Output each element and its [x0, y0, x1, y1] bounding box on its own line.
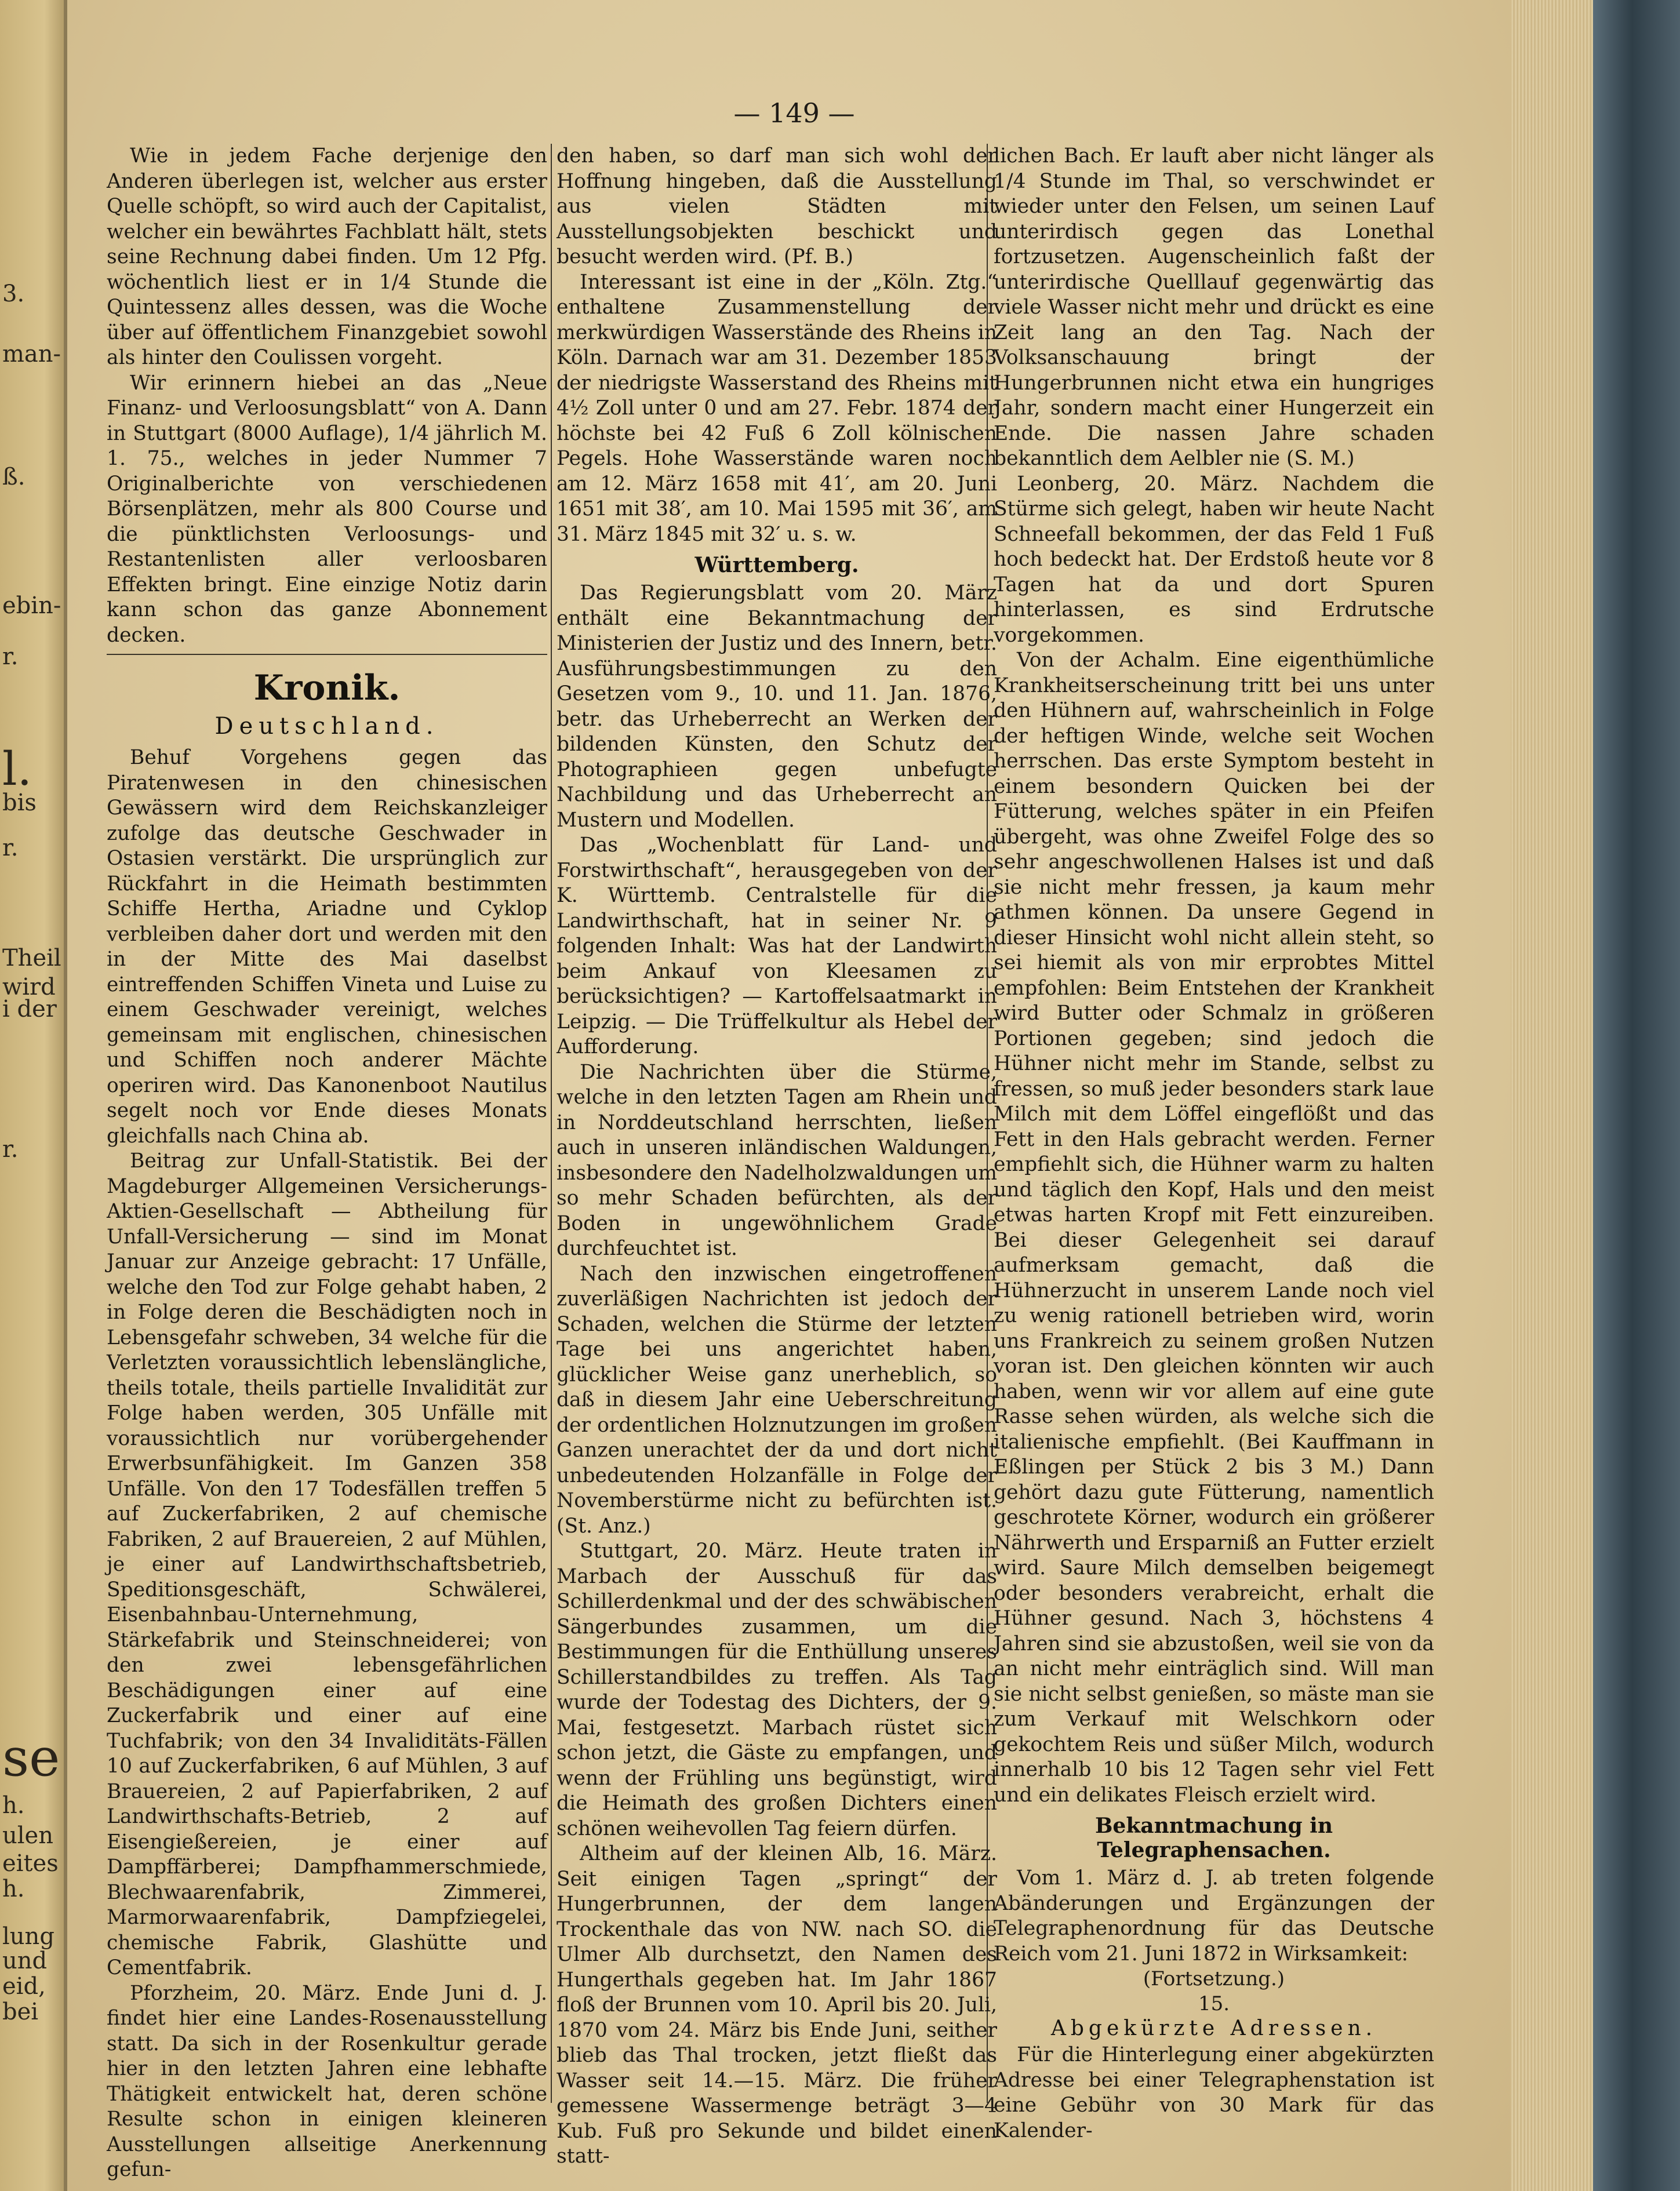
margin-fragment: h. — [2, 1792, 25, 1819]
article-paragraph: den haben, so darf man sich wohl der Hoffnung hingeben, daß die Ausstellung aus vielen Städten mit Ausstellungsobjekten beschickt und besucht werden wird. (Pf. B.) — [557, 144, 997, 268]
article-paragraph: Das Regierungsblatt vom 20. März enthält eine Bekanntmachung der Ministerien der Justiz und des Innern, betr. Ausführungsbestimmungen zu den Gesetzen vom 9., 10. und 11. Jan. 1876, betr. das Urheberrecht an Werken der bildenden Künsten, den Schutz der Photographieen gegen unbefugte Nachbildung und das Urheberrecht an Mustern und Modellen. — [557, 581, 997, 832]
margin-fragment: i der — [2, 996, 57, 1022]
margin-fragment: ulen — [2, 1822, 53, 1849]
margin-fragment: bis — [2, 789, 37, 816]
margin-fragment: h. — [2, 1876, 25, 1902]
column-2 — [557, 144, 997, 2170]
article-paragraph: Stuttgart, 20. März. Heute traten in Marbach der Ausschuß für das Schillerdenkmal und der des schwäbischen Sängerbundes zusammen, um die Bestimmungen für die Enthüllung unseres Schillerstandbildes zu treffen. Als Tag wurde der Todestag des Dichters, der 9. Mai, festgesetzt. Marbach rüstet sich schon jetzt, die Gäste zu empfangen, und wenn der Frühling uns begünstigt, wird die Heimath des großen Dichters einen schönen weihevollen Tag feiern dürfen. — [557, 1539, 997, 1840]
article-paragraph: Die Nachrichten über die Stürme, welche in den letzten Tagen am Rhein und in Norddeutschland herrschten, ließen auch in unseren inländischen Waldungen, insbesondere den Nadelholzwaldungen um so mehr Schaden befürchten, als der Boden in ungewöhnlichem Grade durchfeuchtet ist. — [557, 1060, 997, 1260]
margin-fragment: und — [2, 1948, 48, 1974]
section-heading-deutschland: Deutschland. — [214, 713, 439, 740]
article-paragraph: lichen Bach. Er lauft aber nicht länger als 1/4 Stunde im Thal, so verschwindet er wieder unter den Felsen, um seinen Lauf unterirdisch gegen das Lonethal fortzusetzen. Augenscheinlich faßt der unterirdische Quelllauf gegenwärtig das viele Wasser nicht mehr und drückt es eine Zeit lang an den Tag. Nach der Volksanschauung bringt der Hungerbrunnen nicht etwa ein hungriges Jahr, sondern macht einer Hungerzeit ein Ende. Die nassen Jahre schaden bekanntlich dem Aelbler nie (S. M.) — [994, 144, 1434, 470]
article-paragraph: Vom 1. März d. J. ab treten folgende Abänderungen und Ergänzungen der Telegraphenordnung für das Deutsche Reich vom 21. Juni 1872 in Wirksamkeit: — [994, 1866, 1434, 1966]
margin-fragment: r. — [2, 835, 19, 861]
advert-paragraph: Wir erinnern hiebei an das „Neue Finanz- und Verloosungsblatt“ von A. Dann in Stuttgart (8000 Auflage), 1/4 jährlich M. 1. 75., welches in jeder Nummer 7 Originalberichte von verschiedenen Börsenplätzen, mehr als 800 Course und die pünktlichsten Verloosungs- und Restantenlisten aller verloosbaren Effekten bringt. Eine einzige Notiz darin kann schon das ganze Abonnement decken. — [107, 371, 547, 647]
margin-fragment: eites — [2, 1850, 59, 1877]
margin-fragment: r. — [2, 1136, 19, 1163]
margin-fragment: l. — [2, 742, 32, 796]
margin-fragment: bei — [2, 1999, 39, 2025]
article-paragraph: Für die Hinterlegung einer abgekürzten Adresse bei einer Telegraphenstation ist eine Gebühr von 30 Mark für das Kalender- — [994, 2043, 1434, 2142]
section-heading-abgekuerzte: Abgekürzte Adressen. — [1050, 2017, 1377, 2040]
article-paragraph: Von der Achalm. Eine eigenthümliche Krankheitserscheinung tritt bei uns unter den Hühnern auf, wahrscheinlich in Folge der heftigen Winde, welche seit Wochen herrschen. Das erste Symptom besteht in einem besondern Quicken bei der Fütterung, welches später in ein Pfeifen übergeht, was ohne Zweifel Folge des so sehr angeschwollenen Halses ist und daß sie nicht mehr fressen, ja kaum mehr athmen können. Da unsere Gegend in dieser Hinsicht wohl nicht allein steht, so sei hiemit als von mir erprobtes Mittel empfohlen: Beim Entstehen der Krankheit wird Butter oder Schmalz in größeren Portionen gegeben; sind jedoch die Hühner nicht mehr im Stande, selbst zu fressen, so muß jeder besonders stark laue Milch mit dem Löffel eingeflößt und das Fett in den Hals gebracht werden. Ferner empfiehlt sich, die Hühner warm zu halten und täglich den Kopf, Hals und den meist etwas harten Kropf mit Fett einzureiben. Bei dieser Gelegenheit sei darauf aufmerksam gemacht, daß die Hühnerzucht in unserem Lande noch viel zu wenig rationell betrieben wird, worin uns Frankreich zu seinem großen Nutzen voran ist. Den gleichen könnten wir auch haben, wenn wir vor allem auf eine gute Rasse sehen würden, als welche sich die italienische empfiehlt. (Bei Kauffmann in Eßlingen per Stück 2 bis 3 M.) Dann gehört dazu gute Fütterung, namentlich geschrotete Körner, wodurch ein größerer Nährwerth und Ersparniß an Futter erzielt wird. Saure Milch demselben beigemegt oder besonders verabreicht, erhalt die Hühner gesund. Nach 3, höchstens 4 Jahren sind sie abzustoßen, weil sie von da an nicht mehr einträglich sind. Will man sie nicht selbst genießen, so mäste man sie zum Verkauf mit Welschkorn oder gekochtem Reis und süßer Milch, wodurch innerhalb 10 bis 12 Tagen sehr viel Fett und ein delikates Fleisch erzielt wird. — [994, 649, 1434, 1807]
margin-fragment: man- — [2, 341, 61, 367]
margin-fragment: wird — [2, 974, 56, 1000]
page-edges — [1511, 0, 1593, 2191]
margin-fragment: 3. — [2, 281, 25, 307]
section-heading-kronik: Kronik. — [253, 668, 401, 708]
book-binding — [1593, 0, 1680, 2191]
margin-fragment: lung — [2, 1923, 54, 1950]
column-1 — [107, 144, 547, 2183]
page-number: — 149 — — [733, 97, 855, 129]
column-3 — [994, 144, 1434, 2143]
section-heading-wuerttemberg: Württemberg. — [694, 553, 859, 577]
margin-fragment: Theil — [2, 945, 61, 971]
section-heading-telegraph: Bekanntmachung in Telegraphensachen. — [1095, 1814, 1333, 1862]
margin-fragment: se — [2, 1727, 60, 1788]
margin-fragment: ß. — [2, 464, 26, 490]
previous-page-strip — [0, 0, 67, 2191]
article-paragraph: Behuf Vorgehens gegen das Piratenwesen in den chinesischen Gewässern wird dem Reichskanzleiger zufolge das deutsche Geschwader in Ostasien verstärkt. Die ursprünglich zur Rückfahrt in die Heimath bestimmten Schiffe Hertha, Ariadne und Cyklop verbleiben daher dort und werden mit den in der Mitte des Mai daselbst eintreffenden Schiffen Vineta und Luise zu einem Geschwader vereinigt, welches gemeinsam mit englischen, chinesischen und Schiffen noch anderer Mächte operiren wird. Das Kanonenboot Nautilus segelt noch vor Ende dieses Monats gleichfalls nach China ab. — [107, 746, 547, 1148]
article-paragraph: Beitrag zur Unfall-Statistik. Bei der Magdeburger Allgemeinen Versicherungs-Aktien-Gesellschaft — Abtheilung für Unfall-Versicherung — sind im Monat Januar zur Anzeige gebracht: 17 Unfälle, welche den Tod zur Folge gehabt haben, 2 in Folge deren die Beschädigten noch in Lebensgefahr schweben, 34 welche für die Verletzten voraussichtlich lebenslängliche, theils totale, theils partielle Invalidität zur Folge haben werden, 305 Unfälle mit voraussichtlich nur vorübergehender Erwerbsunfähigkeit. Im Ganzen 358 Unfälle. Von den 17 Todesfällen treffen 5 auf Zuckerfabriken, 2 auf chemische Fabriken, 2 auf Brauereien, 2 auf Mühlen, je einer auf Landwirthschaftsbetrieb, Speditionsgeschäft, Schwälerei, Eisenbahnbau-Unternehmung, Stärkefabrik und Steinschneiderei; von den zwei lebensgefährlichen Beschädigungen einer auf eine Zuckerfabrik und einer auf eine Tuchfabrik; von den 34 Invaliditäts-Fällen 10 auf Zuckerfabriken, 6 auf Mühlen, 3 auf Brauereien, 2 auf Papierfabriken, 2 auf Landwirthschafts-Betrieb, 2 auf Eisengießereien, je einer auf Dampffärberei; Dampfhammerschmiede, Blechwaarenfabrik, Zimmerei, Marmorwaarenfabrik, Dampfziegelei, chemische Fabrik, Glashütte und Cementfabrik. — [107, 1149, 547, 1979]
section-rule — [107, 654, 547, 655]
article-paragraph: Nach den inzwischen eingetroffenen zuverläßigen Nachrichten ist jedoch der Schaden, welchen die Stürme der letzten Tage bei uns angerichtet haben, glücklicher Weise ganz unerheblich, so daß in diesem Jahr eine Ueberschreitung der ordentlichen Holznutzungen im großen Ganzen unerachtet der da und dort nicht unbedeutenden Holzanfälle in Folge der Novemberstürme nicht zu befürchten ist. (St. Anz.) — [557, 1262, 997, 1538]
margin-fragment: r. — [2, 643, 19, 670]
article-paragraph: Das „Wochenblatt für Land- und Forstwirthschaft“, herausgegeben von der K. Württemb. Centralstelle für die Landwirthschaft, hat in seiner Nr. 9 folgenden Inhalt: Was hat der Landwirth beim Ankauf von Kleesamen zu berücksichtigen? — Kartoffelsaatmarkt in Leipzig. — Die Trüffelkultur als Hebel der Aufforderung. — [557, 834, 997, 1058]
continuation-note: (Fortsetzung.) — [1143, 1967, 1285, 1990]
margin-fragment: eid, — [2, 1973, 46, 2000]
margin-fragment: ebin- — [2, 592, 61, 619]
column-divider — [551, 144, 552, 2103]
article-paragraph: Leonberg, 20. März. Nachdem die Stürme sich gelegt, haben wir heute Nacht Schneefall bekommen, der das Feld 1 Fuß hoch bedeckt hat. Der Erdstoß heute vor 8 Tagen hat da und dort Spuren hinterlassen, es sind Erdrutsche vorgekommen. — [994, 472, 1434, 647]
advert-paragraph: Wie in jedem Fache derjenige den Anderen überlegen ist, welcher aus erster Quelle schöpft, so wird auch der Capitalist, welcher ein bewährtes Fachblatt hält, stets seine Rechnung dabei finden. Um 12 Pfg. wöchentlich liest er in 1/4 Stunde die Quintessenz alles dessen, was die Woche über auf öffentlichem Finanzgebiet sowohl als hinter den Coulissen vorgeht. — [107, 144, 547, 369]
article-paragraph: Pforzheim, 20. März. Ende Juni d. J. findet hier eine Landes-Rosenausstellung statt. Da sich in der Rosenkultur gerade hier in den letzten Jahren eine lebhafte Thätigkeit entwickelt hat, deren schöne Resulte schon in einigen kleineren Ausstellungen allseitige Anerkennung gefun- — [107, 1981, 547, 2181]
section-number: 15. — [1198, 1992, 1230, 2015]
article-paragraph: Altheim auf der kleinen Alb, 16. März. Seit einigen Tagen „springt“ der Hungerbrunnen, der dem langen Trockenthale das von NW. nach SO. die Ulmer Alb durchsetzt, den Namen des Hungerthals gegeben hat. Im Jahr 1867 floß der Brunnen vom 10. April bis 20. Juli, 1870 vom 24. März bis Ende Juni, seither blieb das Thal trocken, jetzt fließt das Wasser seit 14.—15. März. Die früher gemessene Wassermenge beträgt 3—4 Kub. Fuß pro Sekunde und bildet einen statt- — [557, 1842, 997, 2168]
article-paragraph: Interessant ist eine in der „Köln. Ztg.“ enthaltene Zusammenstellung der merkwürdigen Wasserstände des Rheins in Köln. Darnach war am 31. Dezember 1853 der niedrigste Wasserstand des Rheins mit 4½ Zoll unter 0 und am 27. Febr. 1874 der höchste bei 42 Fuß 6 Zoll kölnischen Pegels. Hohe Wasserstände waren noch am 12. März 1658 mit 41′, am 20. Juni 1651 mit 38′, am 10. Mai 1595 mit 36′, am 31. März 1845 mit 32′ u. s. w. — [557, 270, 997, 546]
